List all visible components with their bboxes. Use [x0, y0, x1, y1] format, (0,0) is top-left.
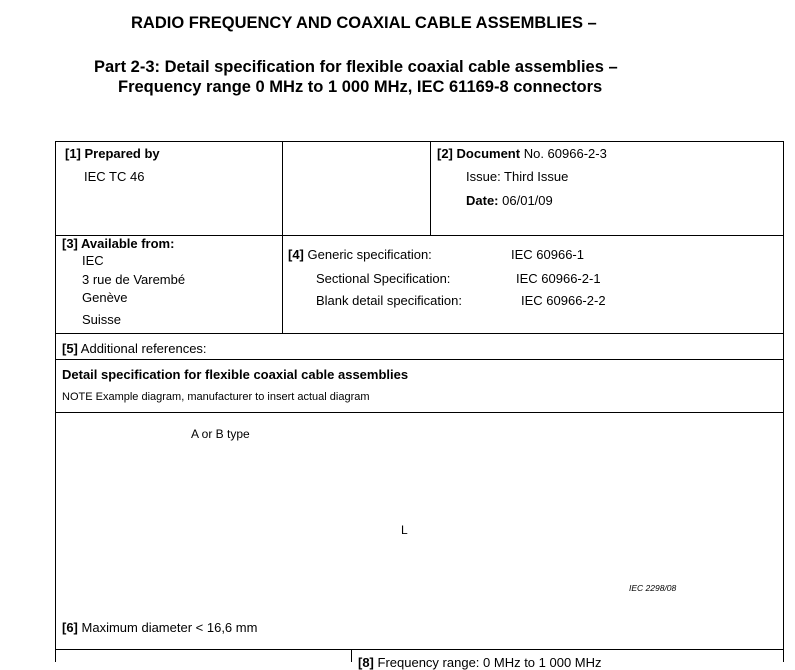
frequency-range-partial	[358, 655, 602, 670]
length-label: L	[401, 523, 408, 537]
maximum-diameter-num: [6]	[62, 620, 78, 635]
sectional-spec-label: Sectional Specification:	[316, 271, 451, 286]
blank-spec-value: IEC 60966-2-2	[521, 293, 606, 308]
connector-type-label: A or B type	[191, 427, 250, 441]
document-subtitle-line2: Frequency range 0 MHz to 1 000 MHz, IEC 61169-8 connectors	[118, 78, 603, 96]
document-label-word: Document	[456, 146, 521, 161]
generic-spec-label	[288, 247, 432, 262]
date-value: 06/01/09	[502, 193, 553, 208]
document-number	[437, 146, 607, 161]
additional-references	[62, 341, 207, 356]
additional-references-num: [5]	[62, 341, 78, 356]
document-title: RADIO FREQUENCY AND COAXIAL CABLE ASSEMBLIES –	[131, 14, 597, 32]
available-from-label: [3] Available from:	[62, 236, 175, 251]
prepared-by-label: [1] Prepared by	[65, 146, 160, 161]
detail-spec-heading: Detail specification for flexible coaxial cable assemblies	[62, 367, 409, 382]
issue-text: Issue: Third Issue	[466, 169, 569, 184]
date-label: Date:	[466, 193, 499, 208]
additional-references-text: Additional references:	[80, 341, 207, 356]
generic-spec-text: Generic specification:	[307, 247, 432, 262]
document-subtitle-line1: Part 2-3: Detail specification for flexible coaxial cable assemblies –	[94, 58, 618, 76]
sectional-spec-value: IEC 60966-2-1	[516, 271, 601, 286]
issue-date	[466, 193, 553, 208]
address-line: 3 rue de Varembé	[82, 272, 186, 287]
figure-reference: IEC 2298/08	[629, 583, 677, 593]
diagram-note: NOTE Example diagram, manufacturer to insert actual diagram	[62, 391, 370, 403]
document-label-num: [2]	[437, 146, 453, 161]
document-number-value: No. 60966-2-3	[523, 146, 607, 161]
address-line: IEC	[82, 253, 104, 268]
frequency-range-num: [8]	[358, 655, 374, 670]
prepared-by-value: IEC TC 46	[84, 169, 145, 184]
frequency-range-text: Frequency range: 0 MHz to 1 000 MHz	[377, 655, 602, 670]
address-line: Genève	[82, 290, 128, 305]
blank-spec-label: Blank detail specification:	[316, 293, 462, 308]
generic-spec-num: [4]	[288, 247, 304, 262]
maximum-diameter-text: Maximum diameter < 16,6 mm	[81, 620, 258, 635]
generic-spec-value: IEC 60966-1	[511, 247, 584, 262]
address-line: Suisse	[82, 312, 122, 327]
maximum-diameter	[62, 620, 257, 635]
